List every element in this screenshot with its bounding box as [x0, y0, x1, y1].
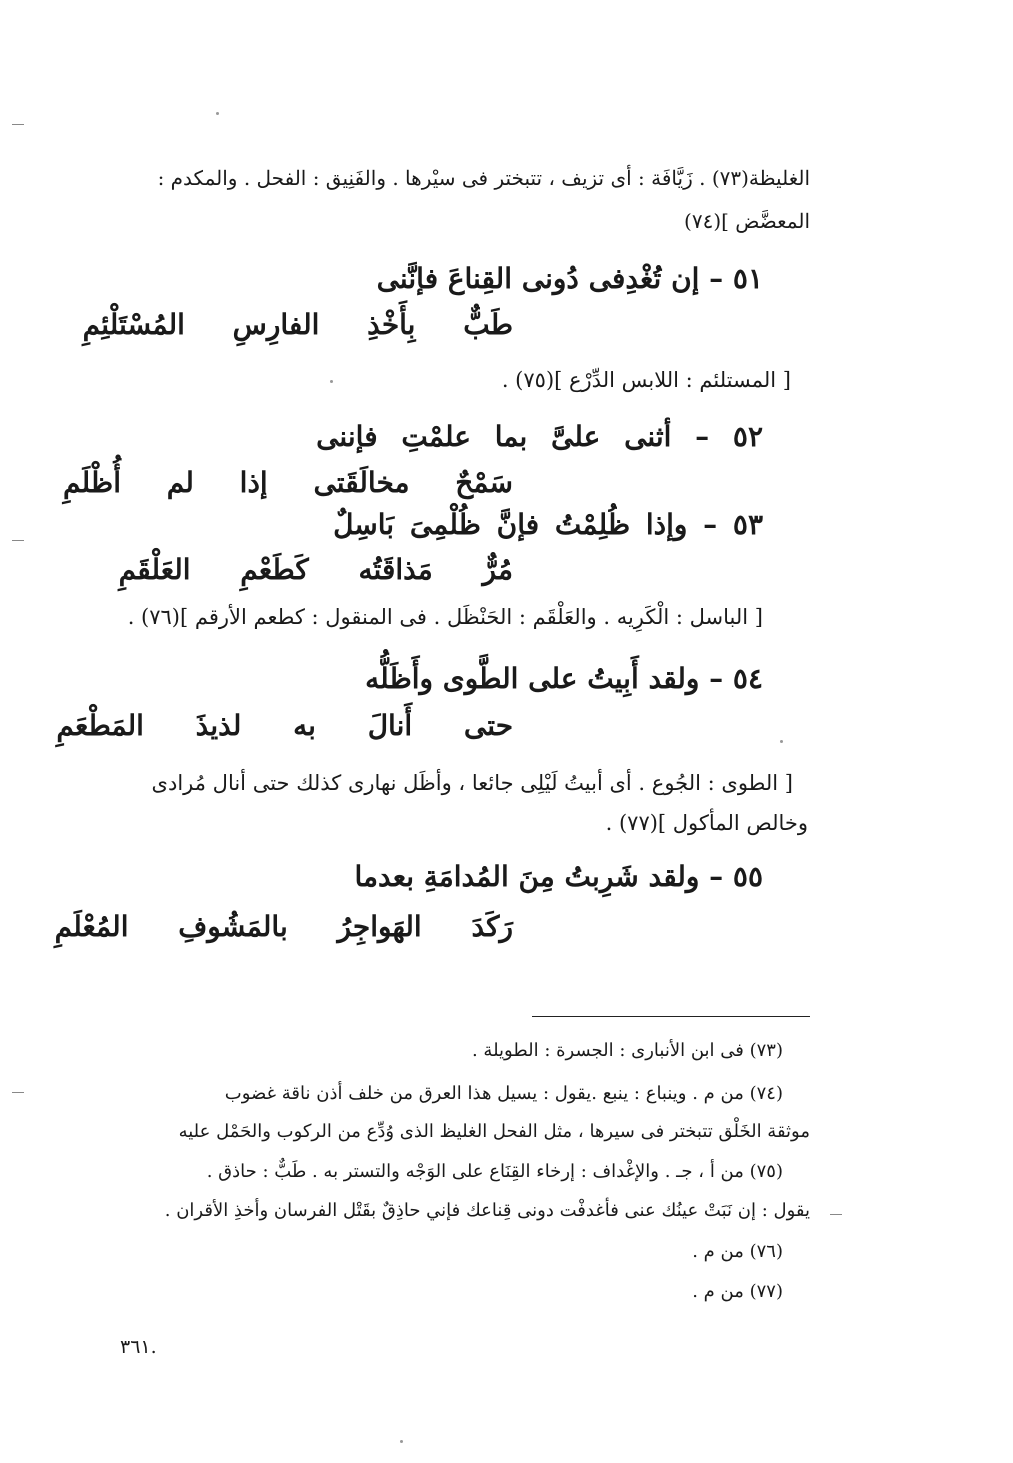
verse-54-gloss-line-2: وخالص المأكول ](٧٧) .: [605, 811, 808, 835]
top-note-line-1: الغليظة(٧٣) . زَيَّافَة : أى تزيف ، تتبختر فى سيْرها . والفَنِيق : الفحل . والمكدم :: [157, 166, 810, 190]
verse-52-second-hemistich: سَمْحٌ مخالَقَتى إذا لم أُظْلَمِ: [63, 466, 513, 499]
scan-speck: [330, 380, 333, 383]
verse-55-first-hemistich: ٥٥ – ولقد شَرِبتُ مِنَ المُدامَةِ بعدما: [354, 860, 763, 893]
verse-53-gloss: [ الباسل : الْكَرِيه . والعَلْقَم : الحَنْظَل . فى المنقول : كطعم الأرقم ](٧٦) .: [127, 605, 763, 629]
footnote-separator: [532, 1016, 810, 1017]
verse-51-gloss: [ المستلئم : اللابس الدِّرْع ](٧٥) .: [501, 368, 791, 392]
page-number: ٣٦١.: [120, 1336, 157, 1358]
footnote-77: (٧٧) من م .: [692, 1281, 783, 1302]
top-note-line-2: المعضَّض ](٧٤): [684, 209, 810, 233]
scan-mark: [12, 540, 24, 541]
scan-speck: [400, 1440, 403, 1443]
verse-53-second-hemistich: مُرٌّ مَذاقَتُه كَطَعْمِ العَلْقَمِ: [118, 553, 513, 586]
footnote-76: (٧٦) من م .: [692, 1241, 783, 1262]
verse-55-second-hemistich: رَكَدَ الهَواجِرُ بالمَشُوفِ المُعْلَمِ: [54, 910, 513, 943]
footnote-73: (٧٣) فى ابن الأنبارى : الجسرة : الطويلة .: [471, 1040, 783, 1061]
footnote-74-line-2: موثقة الخَلْق تتبختر فى سيرها ، مثل الفحل الغليظ الذى وُدِّع من الركوب والحَمْل عليه: [178, 1121, 810, 1142]
verse-51-first-hemistich: ٥١ – إن تُغْدِفى دُونى القِناعَ فإنَّنى: [376, 262, 763, 295]
scan-speck: [216, 112, 219, 115]
verse-51-second-hemistich: طَبٌّ بِأَخْذِ الفارِسِ المُسْتَلْئِمِ: [82, 308, 513, 341]
scan-mark: [12, 124, 24, 125]
verse-54-first-hemistich: ٥٤ – ولقد أَبِيتُ على الطَّوى وأَظَلُّه: [365, 662, 763, 695]
scan-mark: [830, 1214, 842, 1215]
verse-54-second-hemistich: حتى أَنالَ به لذيذَ المَطْعَمِ: [56, 709, 513, 742]
footnote-74-line-1: (٧٤) من م . وينباع : ينبع .يقول : يسيل هذا العرق من خلف أذن ناقة غضوب: [224, 1083, 783, 1104]
scan-speck: [780, 740, 783, 743]
footnote-75-line-1: (٧٥) من أ ، جـ . والإغْداف : إرخاء القِنَاع على الوَجْه والتستر به . طَبٌّ : حاذق .: [206, 1161, 783, 1182]
footnote-75-line-2: يقول : إن نَبَتْ عينُك عنى فأغدفْت دونى قِناعك فإني حاذِقٌ بقَتْل الفرسان وأخذِ الأقران .: [164, 1200, 810, 1221]
verse-52-first-hemistich: ٥٢ – أثنى علىَّ بما علمْتِ فإننى: [316, 420, 763, 453]
verse-53-first-hemistich: ٥٣ – وإذا ظُلِمْتُ فإنَّ ظُلْمِىَ بَاسِلٌ: [333, 508, 763, 541]
verse-54-gloss-line-1: [ الطوى : الجُوع . أى أبيتُ لَيْلِى جائعا ، وأظَل نهارى كذلك حتى أنال مُرادى: [151, 771, 793, 795]
scan-mark: [12, 1092, 24, 1093]
